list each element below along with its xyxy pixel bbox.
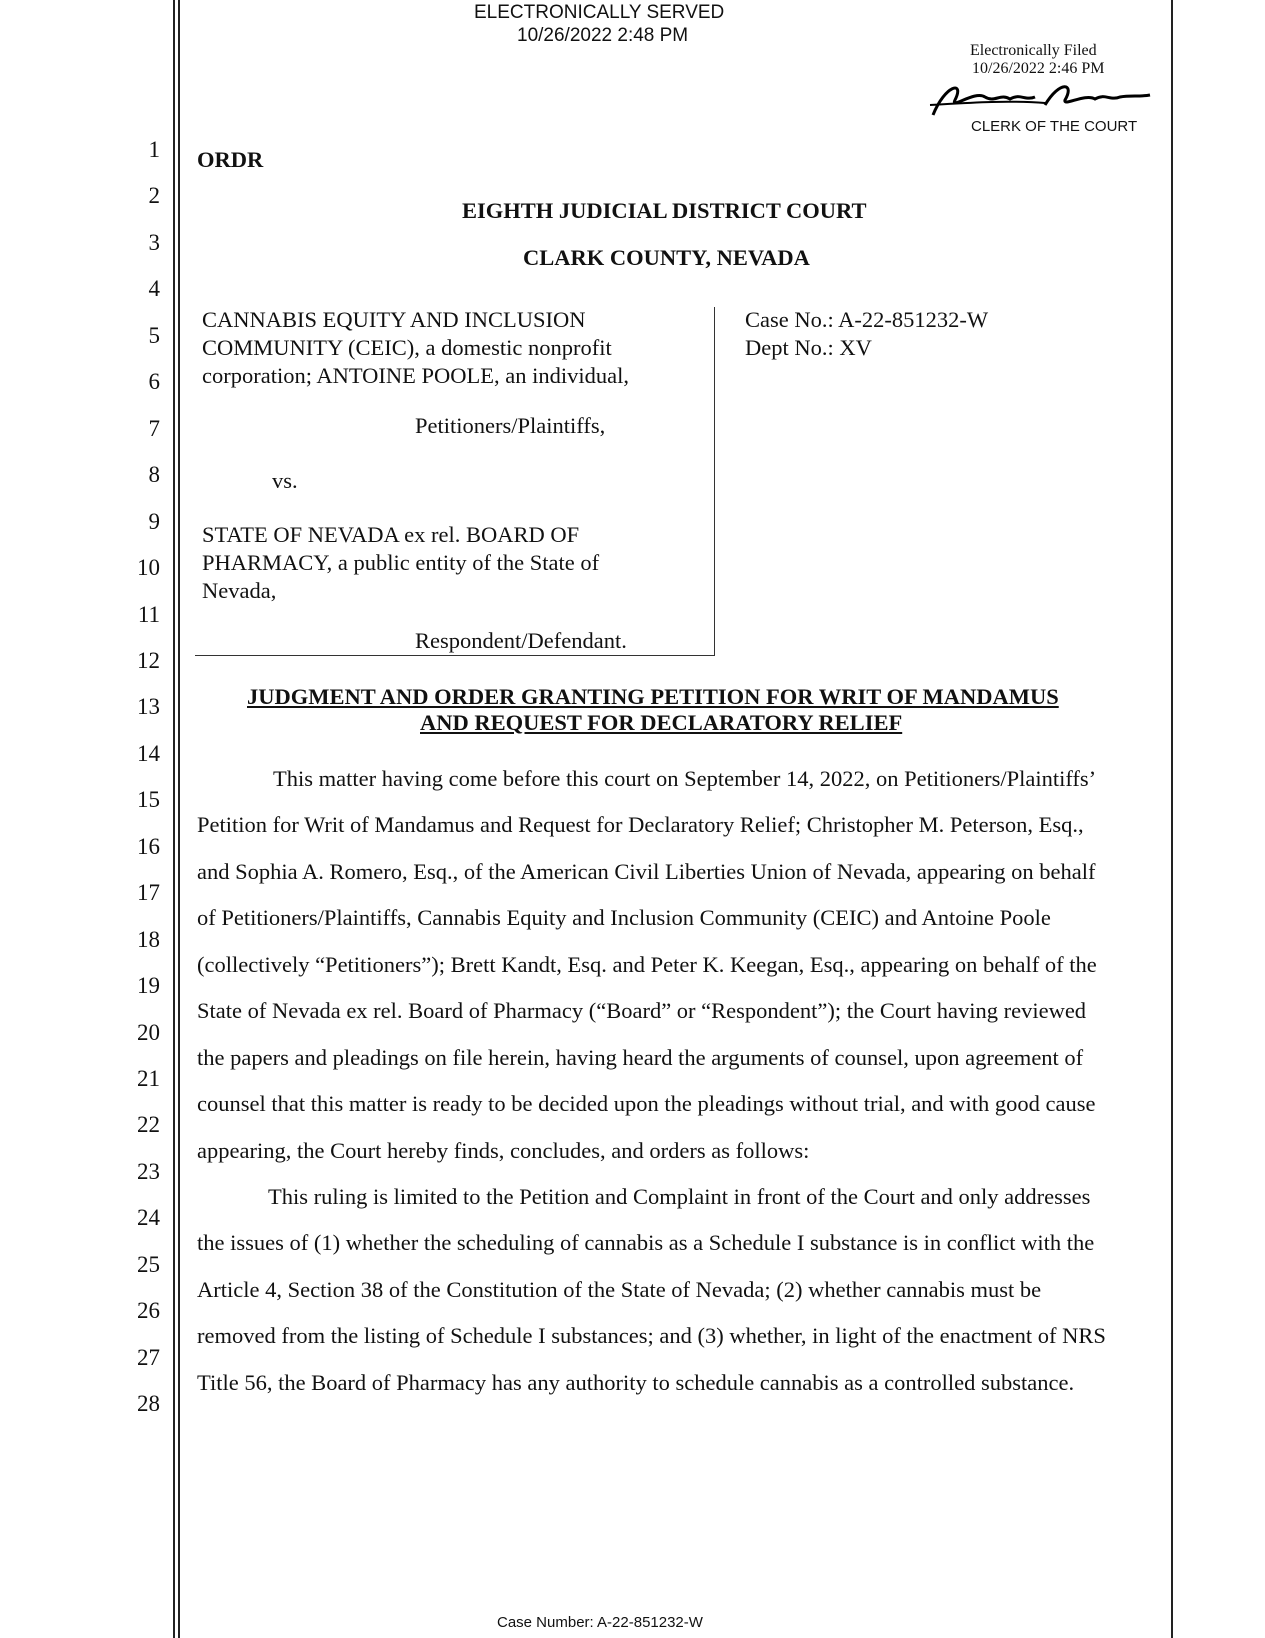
plaintiff-line: corporation; ANTOINE POOLE, an individual, bbox=[202, 363, 630, 388]
line-number: 23 bbox=[137, 1158, 160, 1184]
body-text-line: removed from the listing of Schedule I substances; and (3) whether, in light of the enactment of NRS bbox=[197, 1323, 1106, 1349]
body-text-line: and Sophia A. Romero, Esq., of the American Civil Liberties Union of Nevada, appearing on behalf bbox=[197, 858, 1096, 884]
clerk-signature bbox=[925, 75, 1155, 120]
line-number: 21 bbox=[137, 1066, 160, 1091]
plaintiffs-role: Petitioners/Plaintiffs, bbox=[415, 413, 606, 438]
line-number: 8 bbox=[148, 462, 160, 488]
court-name: EIGHTH JUDICIAL DISTRICT COURT bbox=[462, 198, 867, 223]
body-text-line: of Petitioners/Plaintiffs, Cannabis Equity and Inclusion Community (CEIC) and Antoine Poole bbox=[197, 905, 1051, 931]
defendant-role: Respondent/Defendant. bbox=[415, 628, 627, 653]
line-number: 15 bbox=[137, 787, 160, 813]
line-number: 25 bbox=[137, 1251, 160, 1277]
line-number: 3 bbox=[148, 229, 160, 255]
line-number: 13 bbox=[137, 694, 160, 720]
defendant-line: STATE OF NEVADA ex rel. BOARD OF bbox=[202, 522, 580, 547]
filed-datetime: 10/26/2022 2:46 PM bbox=[972, 60, 1105, 77]
filed-label: Electronically Filed bbox=[970, 42, 1097, 59]
left-margin-rule-outer bbox=[173, 0, 175, 1638]
line-number: 20 bbox=[137, 1019, 160, 1045]
county-name: CLARK COUNTY, NEVADA bbox=[523, 245, 810, 270]
line-number: 5 bbox=[148, 322, 160, 348]
body-text-line: This matter having come before this court on September 14, 2022, on Petitioners/Plaintiffs’ bbox=[273, 766, 1097, 791]
body-text-line: the issues of (1) whether the scheduling of cannabis as a Schedule I substance is in conflict with the bbox=[197, 1230, 1095, 1256]
line-number: 6 bbox=[148, 369, 160, 395]
versus: vs. bbox=[272, 468, 298, 493]
served-label: ELECTRONICALLY SERVED bbox=[474, 2, 725, 23]
body-text-line: Article 4, Section 38 of the Constitution of the State of Nevada; (2) whether cannabis must be bbox=[197, 1276, 1042, 1302]
case-number: Case No.: A-22-851232-W bbox=[745, 307, 989, 332]
line-number: 18 bbox=[137, 926, 160, 952]
line-number: 7 bbox=[148, 415, 160, 441]
defendant-line: Nevada, bbox=[202, 578, 277, 603]
footer-case-number: Case Number: A-22-851232-W bbox=[497, 1614, 703, 1631]
order-title-line: JUDGMENT AND ORDER GRANTING PETITION FOR WRIT OF MANDAMUS bbox=[247, 684, 1059, 709]
body-text-line: appearing, the Court hereby finds, concludes, and orders as follows: bbox=[197, 1137, 810, 1163]
plaintiff-line: COMMUNITY (CEIC), a domestic nonprofit bbox=[202, 335, 612, 360]
line-number: 24 bbox=[137, 1205, 160, 1231]
defendant-line: PHARMACY, a public entity of the State of bbox=[202, 550, 600, 575]
body-text-line: This ruling is limited to the Petition and Complaint in front of the Court and only addresses bbox=[268, 1184, 1091, 1209]
document-code: ORDR bbox=[197, 147, 264, 172]
line-number: 11 bbox=[137, 601, 160, 627]
caption-divider-vertical bbox=[714, 307, 715, 655]
line-number: 19 bbox=[137, 973, 160, 999]
body-text-line: Title 56, the Board of Pharmacy has any authority to schedule cannabis as a controlled substance. bbox=[197, 1369, 1075, 1395]
clerk-label: CLERK OF THE COURT bbox=[971, 118, 1138, 135]
line-number: 10 bbox=[137, 555, 160, 581]
line-number: 27 bbox=[137, 1344, 160, 1370]
line-number: 16 bbox=[137, 833, 160, 859]
line-number: 14 bbox=[137, 740, 160, 766]
left-margin-rule-inner bbox=[178, 0, 180, 1638]
served-datetime: 10/26/2022 2:48 PM bbox=[517, 25, 689, 46]
plaintiff-line: CANNABIS EQUITY AND INCLUSION bbox=[202, 307, 586, 332]
line-number: 1 bbox=[148, 137, 160, 162]
body-text-line: State of Nevada ex rel. Board of Pharmacy (“Board” or “Respondent”); the Court having reviewed bbox=[197, 998, 1087, 1024]
body-text-line: counsel that this matter is ready to be decided upon the pleadings without trial, and with good cause bbox=[197, 1091, 1096, 1117]
line-number: 9 bbox=[148, 508, 160, 534]
line-number: 12 bbox=[137, 647, 160, 673]
body-text-line: (collectively “Petitioners”); Brett Kandt, Esq. and Peter K. Keegan, Esq., appearing on behalf of the bbox=[197, 951, 1097, 977]
order-title-line: AND REQUEST FOR DECLARATORY RELIEF bbox=[420, 710, 903, 735]
line-number: 2 bbox=[148, 183, 160, 209]
line-number: 17 bbox=[137, 880, 160, 906]
line-number: 28 bbox=[137, 1391, 160, 1417]
body-text-line: the papers and pleadings on file herein, having heard the arguments of counsel, upon agreement of bbox=[197, 1044, 1084, 1070]
right-margin-rule bbox=[1171, 0, 1173, 1638]
line-number: 4 bbox=[148, 276, 160, 302]
line-number: 26 bbox=[137, 1298, 160, 1324]
department-number: Dept No.: XV bbox=[745, 335, 872, 360]
body-text-line: Petition for Writ of Mandamus and Request for Declaratory Relief; Christopher M. Peterson, Esq., bbox=[197, 812, 1084, 838]
caption-divider-horizontal bbox=[195, 655, 715, 656]
line-number: 22 bbox=[137, 1112, 160, 1138]
